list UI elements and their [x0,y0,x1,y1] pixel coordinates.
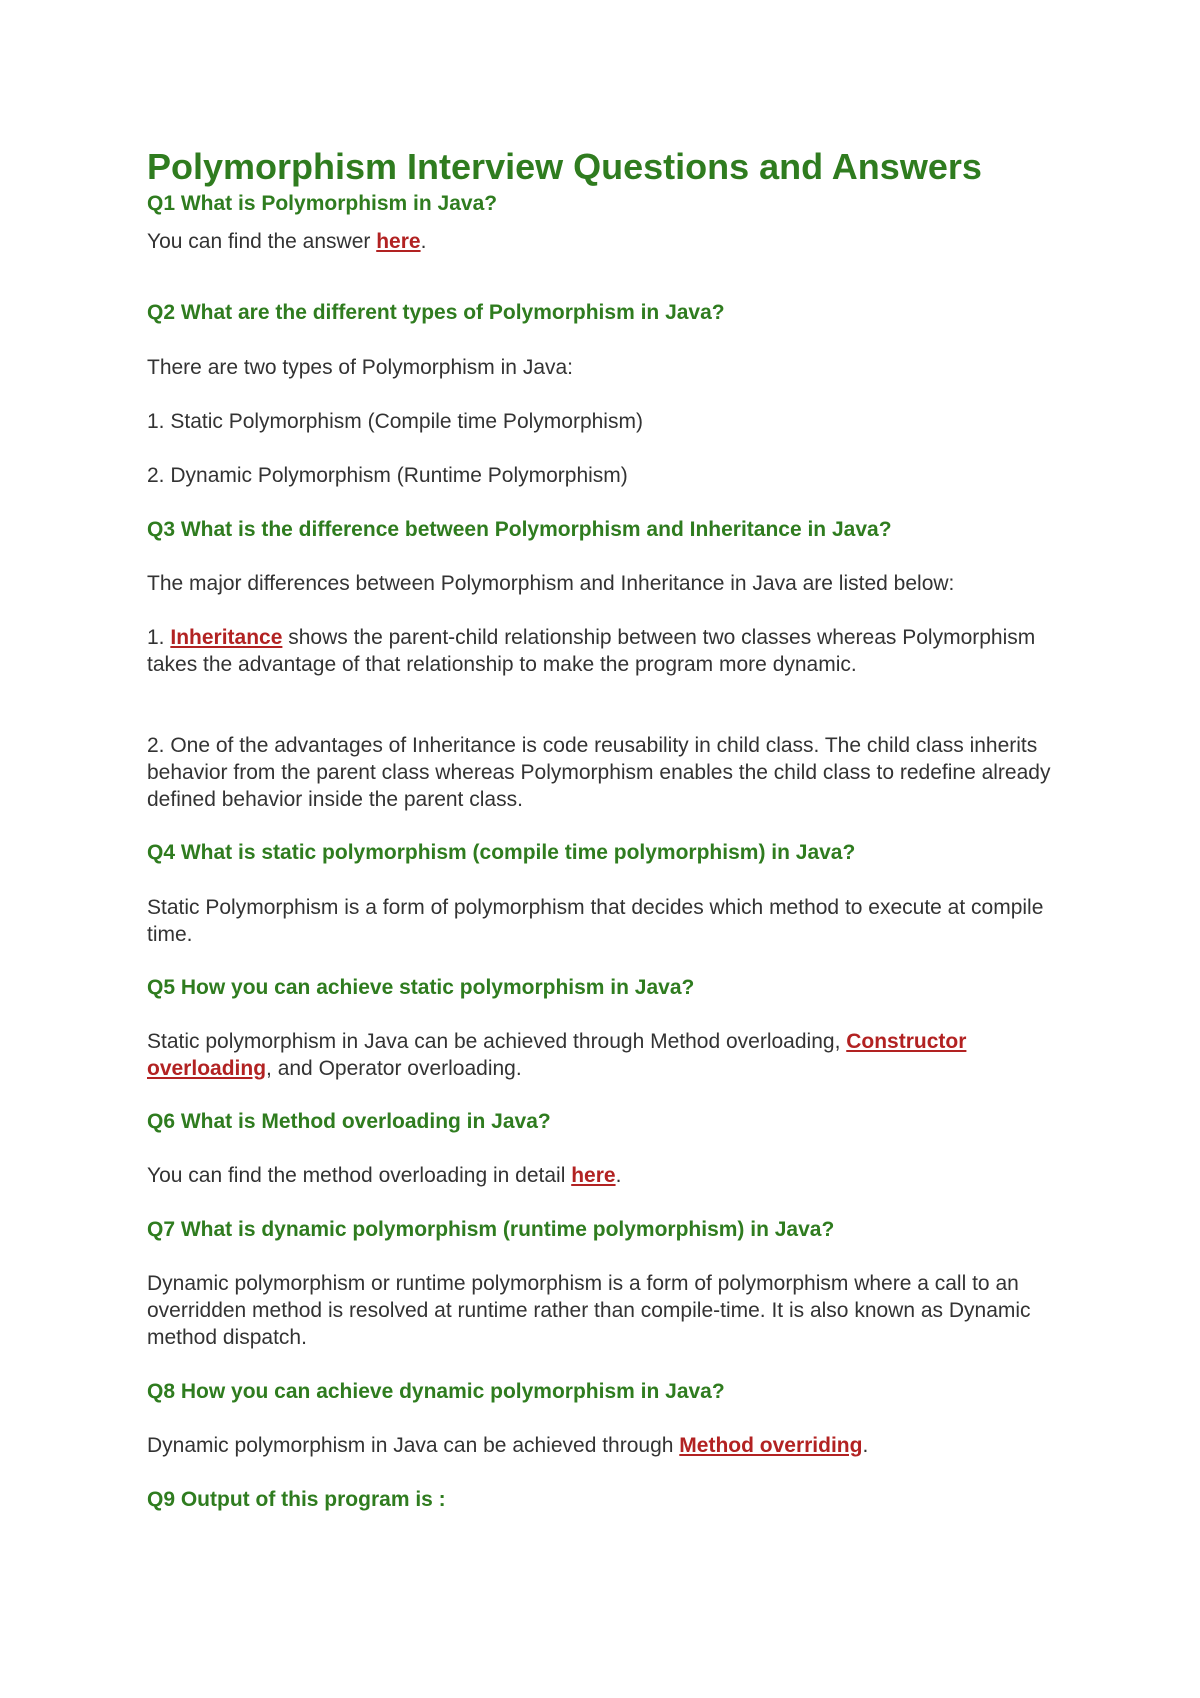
answer-3-intro: The major differences between Polymorphism and Inheritance in Java are listed below: [147,572,955,595]
method-overriding-link[interactable]: Method overriding [679,1434,863,1457]
answer-5-text-end: , and Operator overloading. [266,1057,522,1080]
question-6: Q6 What is Method overloading in Java? [147,1110,551,1133]
question-7: Q7 What is dynamic polymorphism (runtime polymorphism) in Java? [147,1218,835,1241]
answer-1 [147,228,1067,255]
question-1: Q1 What is Polymorphism in Java? [147,192,498,215]
answer-5 [147,1028,1067,1082]
answer-2-item-1: 1. Static Polymorphism (Compile time Polymorphism) [147,410,643,433]
answer-1-period: . [420,230,427,253]
answer-2-intro: There are two types of Polymorphism in Java: [147,356,574,379]
question-8: Q8 How you can achieve dynamic polymorphism in Java? [147,1380,725,1403]
answer-2-item-2: 2. Dynamic Polymorphism (Runtime Polymorphism) [147,464,628,487]
question-9: Q9 Output of this program is : [147,1488,446,1511]
answer-8 [147,1432,1067,1459]
answer-8-period: . [862,1434,869,1457]
answer-6 [147,1162,1067,1189]
inheritance-link[interactable]: Inheritance [170,626,283,649]
answer-7: Dynamic polymorphism or runtime polymorphism is a form of polymorphism where a call to an overridden method is resolved at runtime rather than compile-time. It is also known as Dynamic method dispatch. [147,1272,1031,1349]
question-5: Q5 How you can achieve static polymorphism in Java? [147,976,695,999]
answer-1-text: You can find the answer [147,230,377,253]
question-4: Q4 What is static polymorphism (compile time polymorphism) in Java? [147,841,856,864]
answer-6-link-here[interactable]: here [571,1164,616,1187]
answer-3-item-1-text: shows the parent-child relationship between two classes whereas Polymorphism takes the advantage of that relationship to make the program more dynamic. [147,626,1036,676]
question-2: Q2 What are the different types of Polymorphism in Java? [147,301,725,324]
answer-4: Static Polymorphism is a form of polymorphism that decides which method to execute at compile time. [147,896,1044,946]
answer-3-item-1-number: 1. [147,626,171,649]
answer-5-text: Static polymorphism in Java can be achieved through Method overloading, [147,1030,847,1053]
question-3: Q3 What is the difference between Polymorphism and Inheritance in Java? [147,518,892,541]
constructor-overloading-link[interactable]: Constructor overloading [147,1030,967,1080]
answer-1-link-here[interactable]: here [376,230,421,253]
answer-3-item-2: 2. One of the advantages of Inheritance is code reusability in child class. The child class inherits behavior from the parent class whereas Polymorphism enables the child class to redefine already defined behavior inside the parent class. [147,734,1051,811]
answer-8-text: Dynamic polymorphism in Java can be achieved through [147,1434,680,1457]
answer-6-text: You can find the method overloading in detail [147,1164,572,1187]
answer-3-item-1 [147,624,1067,678]
answer-6-period: . [615,1164,622,1187]
page-title: Polymorphism Interview Questions and Answers [147,146,982,187]
